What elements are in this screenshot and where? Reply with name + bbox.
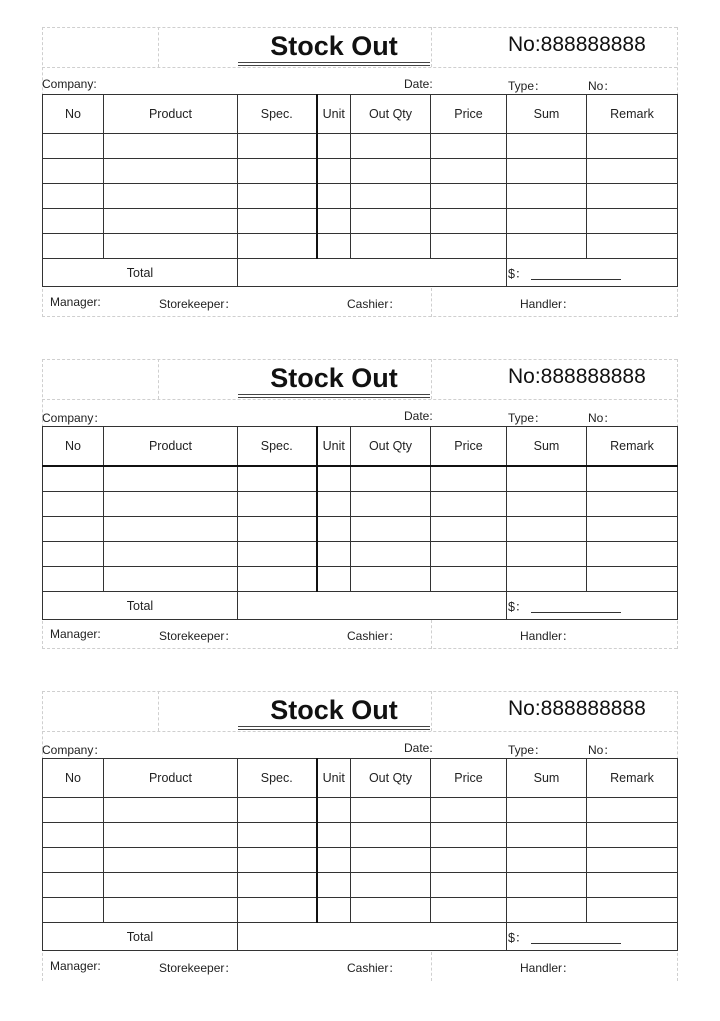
currency-label: $： (508, 599, 528, 614)
stock-out-form-3 (42, 691, 677, 981)
column-header: No (43, 759, 104, 798)
table-row[interactable] (43, 517, 678, 542)
table-row[interactable] (43, 466, 678, 492)
stock-out-form-2 (42, 359, 677, 649)
total-amount-field[interactable] (238, 923, 507, 951)
column-header: Spec. (238, 95, 317, 134)
currency-field[interactable] (507, 592, 678, 620)
stock-table (42, 94, 678, 287)
handler-label: Handler： (520, 961, 575, 975)
handler-label: Handler： (520, 629, 575, 643)
column-header: Product (104, 95, 238, 134)
table-row[interactable] (43, 873, 678, 898)
column-header: Unit (317, 95, 351, 134)
type-label: Type： (508, 411, 547, 425)
currency-field[interactable] (507, 923, 678, 951)
column-header: No (43, 427, 104, 467)
storekeeper-label: Storekeeper： (159, 961, 237, 975)
column-header: Price (431, 427, 507, 467)
cashier-label: Cashier： (347, 297, 401, 311)
storekeeper-label: Storekeeper： (159, 297, 237, 311)
document-number: No:888888888 (508, 365, 646, 388)
manager-label: Manager: (50, 627, 101, 641)
form-title: Stock Out (270, 695, 398, 725)
column-header: Price (431, 95, 507, 134)
cashier-label: Cashier： (347, 961, 401, 975)
company-label: Company： (42, 411, 106, 425)
column-header: Unit (317, 759, 351, 798)
stock-out-form-1 (42, 27, 677, 317)
column-header: Price (431, 759, 507, 798)
column-header: Out Qty (351, 759, 431, 798)
column-header: Out Qty (351, 427, 431, 467)
table-row[interactable] (43, 159, 678, 184)
date-label: Date: (404, 77, 433, 91)
handler-label: Handler： (520, 297, 575, 311)
table-row[interactable] (43, 184, 678, 209)
column-header: Sum (507, 427, 587, 467)
column-header: Remark (587, 759, 678, 798)
date-label: Date: (404, 409, 433, 423)
cashier-label: Cashier： (347, 629, 401, 643)
column-header: Spec. (238, 427, 317, 467)
manager-label: Manager: (50, 295, 101, 309)
column-header: Sum (507, 759, 587, 798)
column-header: No (43, 95, 104, 134)
no-label: No： (588, 79, 616, 93)
total-amount-field[interactable] (238, 259, 507, 287)
column-header: Remark (587, 427, 678, 467)
manager-label: Manager: (50, 959, 101, 973)
total-label: Total (126, 598, 154, 613)
column-header: Spec. (238, 759, 317, 798)
currency-label: $： (508, 266, 528, 281)
column-header: Product (104, 427, 238, 467)
total-label: Total (126, 929, 154, 944)
table-row[interactable] (43, 823, 678, 848)
date-label: Date: (404, 741, 433, 755)
document-number: No:888888888 (508, 697, 646, 720)
column-header: Sum (507, 95, 587, 134)
column-header: Unit (317, 427, 351, 467)
stock-table (42, 758, 678, 951)
total-label: Total (126, 265, 154, 280)
table-row[interactable] (43, 567, 678, 592)
currency-field[interactable] (507, 259, 678, 287)
type-label: Type： (508, 79, 547, 93)
table-row[interactable] (43, 134, 678, 159)
form-title: Stock Out (270, 363, 398, 393)
form-title: Stock Out (270, 31, 398, 61)
table-row[interactable] (43, 542, 678, 567)
column-header: Out Qty (351, 95, 431, 134)
table-row[interactable] (43, 234, 678, 259)
table-row[interactable] (43, 848, 678, 873)
table-row[interactable] (43, 798, 678, 823)
type-label: Type： (508, 743, 547, 757)
company-label: Company： (42, 743, 106, 757)
column-header: Product (104, 759, 238, 798)
table-row[interactable] (43, 209, 678, 234)
company-label: Company: (42, 77, 97, 91)
table-row[interactable] (43, 898, 678, 923)
total-amount-field[interactable] (238, 592, 507, 620)
document-number: No:888888888 (508, 33, 646, 56)
table-row[interactable] (43, 492, 678, 517)
no-label: No： (588, 743, 616, 757)
no-label: No： (588, 411, 616, 425)
currency-label: $： (508, 930, 528, 945)
storekeeper-label: Storekeeper： (159, 629, 237, 643)
stock-table (42, 426, 678, 620)
column-header: Remark (587, 95, 678, 134)
